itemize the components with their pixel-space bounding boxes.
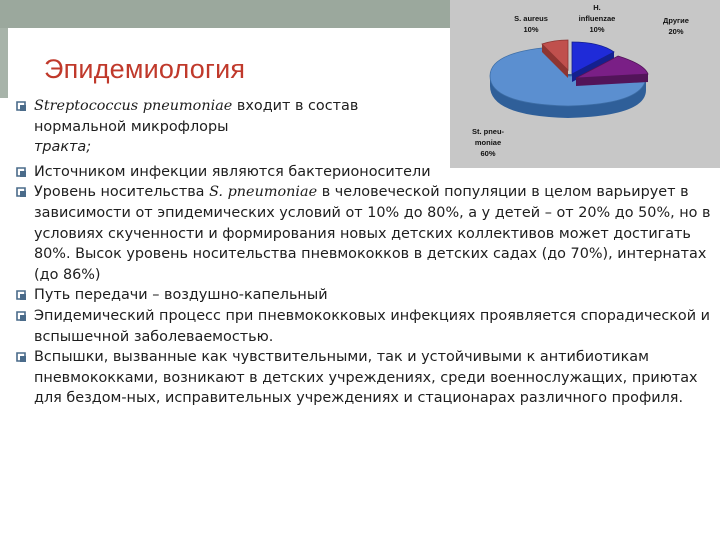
bullet-item: [16, 285, 712, 306]
label-other-name: Другие: [663, 16, 689, 25]
checkbox-bullet-icon: [16, 311, 27, 322]
bullet-item: [16, 347, 712, 409]
species-name: S. pneumoniae: [209, 184, 318, 201]
label-pneumoniae-name2: moniae: [474, 138, 502, 147]
label-pneumoniae-name1: St. pneu-: [471, 127, 505, 136]
bullet-text: Вспышки, вызванные как чувствительными, так и устойчивыми к антибиотикам пневмококками, возникают в детских учреждениях, среди военнослужащих, приютах для бездом-ных, исправительных учреждениях и стационарах различного профиля.: [34, 349, 698, 407]
checkbox-bullet-icon: [16, 167, 27, 178]
checkbox-bullet-icon: [16, 101, 27, 112]
bullet-item: [16, 182, 712, 285]
checkbox-bullet-icon: [16, 290, 27, 301]
slide-left-accent: [0, 28, 8, 98]
bullet-list: [16, 96, 712, 409]
label-influenzae-name2: influenzae: [578, 14, 616, 23]
bullet-item: [16, 96, 712, 158]
label-aureus-value: 10%: [523, 25, 539, 34]
slide-title: Эпидемиология: [44, 54, 246, 84]
bullet-text: Уровень носительства: [34, 184, 210, 201]
bullet-item: [16, 162, 712, 183]
bullet-text-line2: нормальной микрофлоры: [34, 118, 229, 135]
checkbox-bullet-icon: [16, 187, 27, 198]
label-aureus-name: S. aureus: [514, 14, 548, 23]
bullet-text: Источником инфекции являются бактерионосители: [34, 163, 431, 180]
bullet-text: Эпидемический процесс при пневмококковых инфекциях проявляется спорадической и вспышечной заболеваемостью.: [34, 307, 711, 345]
bullet-text: входит в состав: [232, 98, 359, 114]
label-pneumoniae-value: 60%: [480, 149, 496, 158]
label-other-value: 20%: [668, 27, 684, 36]
bullet-text: Путь передачи – воздушно-капельный: [34, 287, 328, 304]
bullet-text-cont: в человеческой популяции в целом варьирует в зависимости от эпидемических условий от 10% до 80%, а у детей – от 20% до 50%, но в условиях скученности и формирования новых детских коллективов может достигать 80%. Высок уровень носительства пневмококков в детских садах (до 70%), интернатах (до 86%): [34, 184, 711, 283]
species-name: Streptococcus pneumoniae: [34, 98, 233, 114]
bullet-item: [16, 306, 712, 347]
bullet-text-line3: тракта;: [34, 139, 92, 156]
label-influenzae-value: 10%: [589, 25, 605, 34]
checkbox-bullet-icon: [16, 352, 27, 363]
label-influenzae-name1: H.: [593, 3, 601, 12]
